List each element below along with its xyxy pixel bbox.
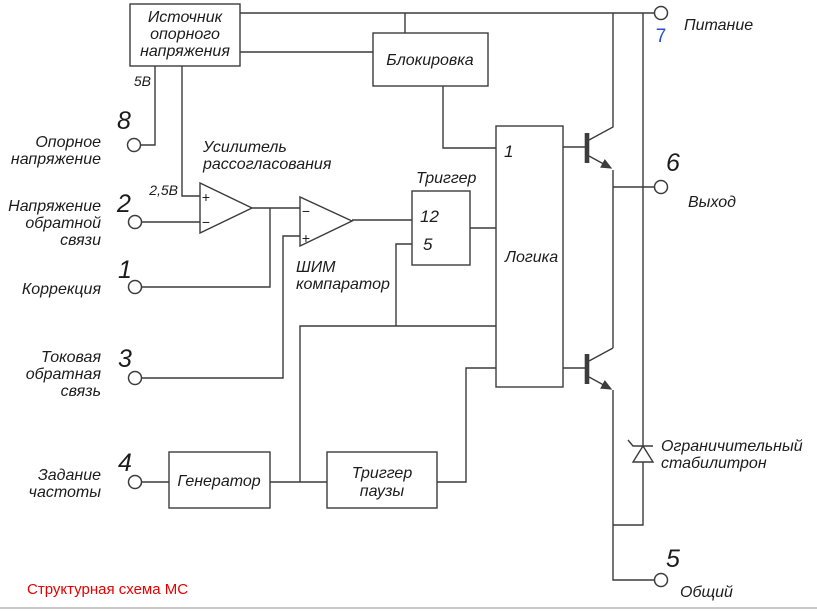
pin3-label-line1: Токовая [40, 349, 101, 366]
trigger-title: Триггер [416, 170, 477, 187]
blocking-label: Блокировка [386, 52, 474, 69]
pin3-label-line2: обратная [25, 366, 101, 383]
ref-5v-annotation: 5В [133, 73, 151, 89]
ref-source-label-line3: напряжения [140, 43, 230, 60]
pwm-label-line2: компаратор [296, 276, 390, 293]
pin4-label-line1: Задание [37, 467, 101, 484]
wire-blocking-to-logic [443, 86, 496, 148]
pin7-number: 7 [655, 26, 667, 47]
pin5-number: 5 [666, 545, 680, 573]
error-amp-label-line1: Усилитель [203, 139, 287, 156]
pin1-number: 1 [118, 256, 132, 284]
ref-source-label-line1: Источник [147, 9, 223, 26]
pin6-label: Выход [688, 194, 737, 211]
blocks [130, 4, 563, 508]
zener-diode-symbol [628, 440, 653, 462]
wire-q1-emitter [589, 156, 611, 168]
pin8-label-line2: напряжение [10, 151, 101, 168]
pause-trigger-label-line2: паузы [359, 483, 405, 500]
pwm-minus-sign: − [301, 203, 311, 219]
bottom-edge-line [0, 607, 817, 609]
pin2-label-line2: обратной [25, 215, 101, 232]
pin7-terminal [655, 7, 668, 20]
pin2-label-line3: связи [60, 232, 101, 249]
ref-2v5-annotation: 2,5В [149, 182, 178, 198]
logic-input-1: 1 [504, 142, 514, 161]
pin7-label: Питание [684, 17, 754, 34]
wire-q2-collector [589, 348, 613, 361]
error-amp-plus-sign: + [201, 189, 211, 205]
pin3-terminal [129, 372, 142, 385]
zener-label-line1: Ограничительный [661, 438, 803, 455]
wire-2v5-to-erramp-plus [182, 66, 200, 196]
pause-trigger-label-line1: Триггер [351, 465, 413, 482]
zener-cathode-bar [628, 440, 653, 446]
pin3-number: 3 [118, 345, 132, 373]
diagram-caption: Структурная схема МС [27, 581, 189, 598]
pin2-number: 2 [117, 190, 131, 218]
wire-clock-to-trigger5 [396, 244, 412, 326]
pin2-label-line1: Напряжение [8, 198, 101, 215]
pin5-terminal [655, 574, 668, 587]
pin8-number: 8 [117, 107, 131, 135]
wire-q1-collector [589, 13, 613, 140]
ref-source-label-line2: опорного [150, 26, 220, 43]
wire-emitter-to-pin5 [613, 390, 654, 580]
trigger-input-5: 5 [423, 235, 433, 254]
wire-q2-emitter [589, 377, 611, 389]
pin4-label-line2: частоты [28, 484, 101, 501]
trigger-input-12: 12 [420, 207, 439, 226]
pin8-label-line1: Опорное [35, 134, 101, 151]
voltage-annotations [134, 73, 178, 198]
pin6-number: 6 [666, 149, 680, 177]
logic-label: Логика [505, 249, 559, 266]
pwm-plus-sign: + [301, 230, 311, 246]
pin-labels [8, 17, 753, 601]
pwm-label-line1: ШИМ [296, 259, 336, 276]
wire-pin3-to-pwm-plus [142, 236, 300, 378]
zener-anode-triangle [633, 446, 653, 462]
pin1-label: Коррекция [21, 281, 101, 298]
wire-pausetrigger-to-logic [437, 368, 496, 482]
wire-zener-to-ground [613, 462, 643, 525]
error-amp-label-line2: рассогласования [203, 156, 332, 173]
pin8-terminal [128, 139, 141, 152]
pin5-label: Общий [680, 584, 733, 601]
pin4-terminal [129, 476, 142, 489]
error-amp-minus-sign: − [201, 214, 211, 230]
pin3-label-line3: связь [60, 383, 101, 400]
generator-label: Генератор [177, 473, 261, 490]
pin6-terminal [655, 181, 668, 194]
pin4-number: 4 [118, 449, 132, 477]
zener-label-line2: стабилитрон [661, 455, 767, 472]
trigger-block [412, 191, 470, 265]
